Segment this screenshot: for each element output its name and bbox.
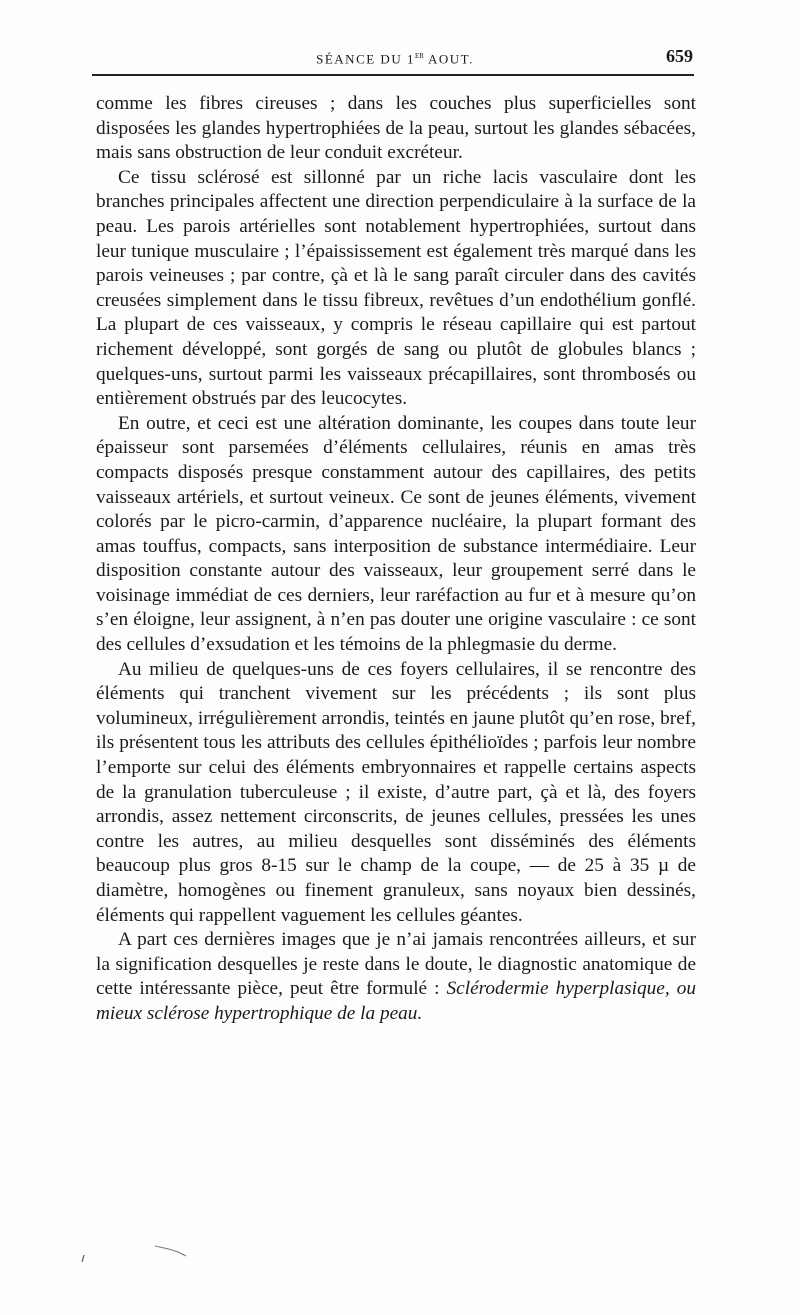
paragraph-2: Ce tissu sclérosé est sillonné par un riche lacis vasculaire dont les branches principales affectent une direction perpendiculaire à la surface de la peau. Les parois artérielles sont notablement hypertrophiées, surtout dans leur tunique musculaire ; l’épaississement est également très marqué dans les parois veineuses ; par contre, çà et là le sang paraît circuler dans des cavités creusées simplement dans le tissu fibreux, revêtues d’un endothélium gonflé. La plupart de ces vaisseaux, y compris le réseau capillaire qui est partout richement développé, sont gorgés de sang ou plutôt de globules blancs ; quelques-uns, surtout parmi les vaisseaux précapillaires, sont thrombosés ou entièrement obstrués par des leucocytes. [96,166,696,410]
paragraph-5-text: A part ces dernières images que je n’ai jamais rencontrées ailleurs, et sur la signification desquelles je reste dans le doute, le diagnostic anatomique de cette intéressante pièce, peut être formulé : [96,929,696,1000]
body-text [96,92,696,1027]
ink-tick-mark [82,1255,84,1262]
running-title-suffix: AOUT. [423,51,474,67]
paragraph-5 [96,928,696,1026]
running-title-superscript: er [414,50,424,61]
ink-stroke-mark [155,1246,186,1256]
header-rule [92,74,694,76]
page-number: 659 [666,46,693,66]
diagnosis-conclusion: Sclérodermie hyperplasique, ou mieux sclérose hypertrophique de la peau. [96,978,696,1024]
running-head [95,44,695,68]
paragraph-3: En outre, et ceci est une altération dominante, les coupes dans toute leur épaisseur sont parsemées d’éléments cellulaires, réunis en amas très compacts disposés presque constamment autour des capillaires, des petits vaisseaux artériels, et surtout veineux. Ce sont de jeunes éléments, vivement colorés par le picro-carmin, d’apparence nucléaire, la plupart formant des amas touffus, compacts, sans interposition de substance intermédiaire. Leur disposition constante autour des vaisseaux, leur groupement serré dans le voisinage immédiat de ces derniers, leur raréfaction au fur et à mesure qu’on s’en éloigne, leur assignent, à n’en pas douter une origine vasculaire : ce sont des cellules d’exsudation et les témoins de la phlegmasie du derme. [96,412,696,656]
running-title-prefix: SÉANCE DU 1 [316,51,415,67]
running-title [95,50,695,67]
paragraph-4: Au milieu de quelques-uns de ces foyers cellulaires, il se rencontre des éléments qui tranchent vivement sur les précédents ; ils sont plus volumineux, irrégulièrement arrondis, teintés en jaune plutôt qu’en rose, bref, ils présentent tous les attributs des cellules épithélioïdes ; parfois leur nombre l’emporte sur celui des éléments embryonnaires et rappelle certains aspects de la granulation tuberculeuse ; il existe, d’autre part, çà et là, des foyers arrondis, assez nettement circonscrits, de jeunes cellules, pressées les unes contre les autres, au milieu desquelles sont disséminés des éléments beaucoup plus gros 8-15 sur le champ de la coupe, — de 25 à 35 µ de diamètre, homogènes ou finement granuleux, sans noyaux bien dessinés, éléments qui rappellent vaguement les cellules géantes. [96,658,696,926]
paragraph-1: comme les fibres cireuses ; dans les couches plus superficielles sont disposées les glandes hypertrophiées de la peau, surtout les glandes sébacées, mais sans obstruction de leur conduit excréteur. [96,93,696,164]
